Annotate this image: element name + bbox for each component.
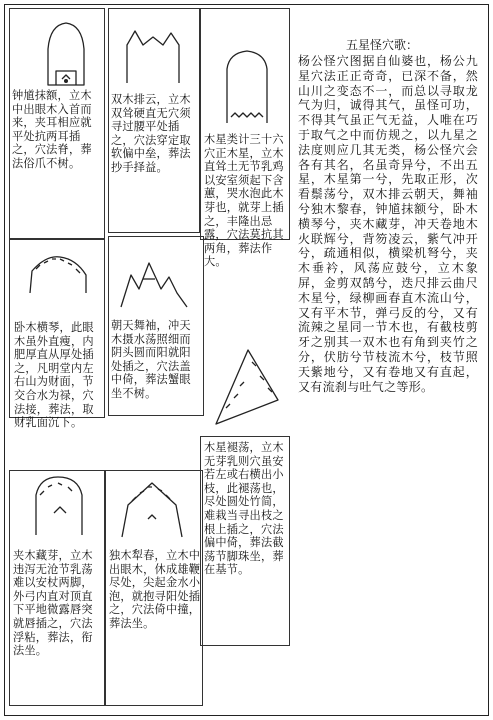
entry-zhongkui — [9, 8, 105, 240]
entry-text: 双木排云，立木双耸硬直无穴须寻过腰平处插之，穴法穿定取软偏中垒，葬法抄手择益。 — [111, 93, 191, 174]
figure-zhongkui — [42, 19, 90, 91]
entry-muxinglei — [200, 8, 290, 269]
entry-mushenqin — [200, 436, 290, 646]
entry-text: 夹木藏芽，立木违泻无沧节乳荡难以安杖两脚，外弓内直对顶直下平地微露唇突就唇插之，穴法浮粘，葬法，衔法坐。 — [13, 549, 93, 658]
figure-muxinglei — [221, 47, 273, 127]
entry-text: 独木犁春，立木中出眼木，休成雄鞭尽处，尖起金水小泡，就抱寻阳处插之，穴法倚中撞，葬法坐。 — [109, 549, 201, 630]
figure-dumu — [118, 479, 186, 541]
entry-shuangmu — [108, 8, 200, 233]
entry-text: 卧木横琴，此眼木虽外直瘦，内肥厚直从厚处插之，凡明堂内左右山为财面，节交合水为禄，穴法接，葬法，取财乳面沉下。 — [14, 321, 94, 430]
entry-text: 木星褪荡，立木无芽乳则穴虽安若左或右横出小枝，此褪荡也，尽处圆处竹简，难栽当寻出枝之根上插之，穴法偏中倚，葬法截荡节脚珠坐，葬在基节。 — [204, 441, 284, 577]
figure-jiamu — [30, 473, 88, 539]
entry-chaotian — [108, 236, 204, 416]
entry-text: 钟馗抹额，立木中出眼木入首而来，夹耳相应就平处抗两耳插之，穴法脊，葬法俗爪不树。 — [12, 89, 92, 170]
figure-cell-diamond — [204, 338, 290, 438]
figure-mushenqin — [212, 346, 282, 426]
poem-title: 五星怪穴歌： — [346, 38, 419, 52]
figure-shuangmu — [123, 27, 185, 85]
poem-body: 杨公怪穴图据自仙婆也，杨公九星穴法正正奇奇，已深不备，然山川之变态不一，而总以寻取龙气为归，诚得其气，虽怪可功，不得其气虽正气无益，人唯在巧于取气之中而仿规之，以九星之法度则应几其无类，杨公怪穴会各有其名，名虽奇异兮，不出五星，木星第一兮，先取正形，次看鬃荡兮，双木排云朝天，舞袖兮独木黎春，钟馗抹额兮，卧木横琴兮，夹木藏芽，冲天卷地木火联辉兮，背笏凌云，紫气冲开兮，疏通相似，横梁机弩兮，夹木垂衿，风荡应鼓兮，立木象屏，金剪双鹄兮，迭尺排云曲尺木星兮，绿柳画春直木流山兮，又有平木节，弹弓反的兮，又有流辣之星同一节木也，有截枝剪牙之别其一双木也有角到夹竹之分，伏肪兮节枝流木兮，枝节照天紫地兮，又有卷地又有直起，又有流刹与吐气之等形。 — [298, 54, 478, 394]
entry-text: 朝天舞袖，冲天木摄水荡照细而阴头圆而阳就阳处插之，穴法盖中倚，葬法蟹眼坐不树。 — [111, 319, 191, 400]
figure-womu — [26, 251, 90, 297]
entry-dumu — [105, 470, 203, 706]
entry-jiamu — [9, 470, 105, 706]
figure-chaotian — [117, 259, 193, 311]
poem-column — [292, 8, 484, 708]
entry-text: 木星类计三十六穴正木星，立木直耸土无节乳鸡以安室须起下含蕙，哭水泡此木芽也，就芽上插之，丰隆出忌露，穴法莫抗其两角，葬法作大。 — [204, 133, 284, 269]
entry-womu — [9, 238, 105, 430]
